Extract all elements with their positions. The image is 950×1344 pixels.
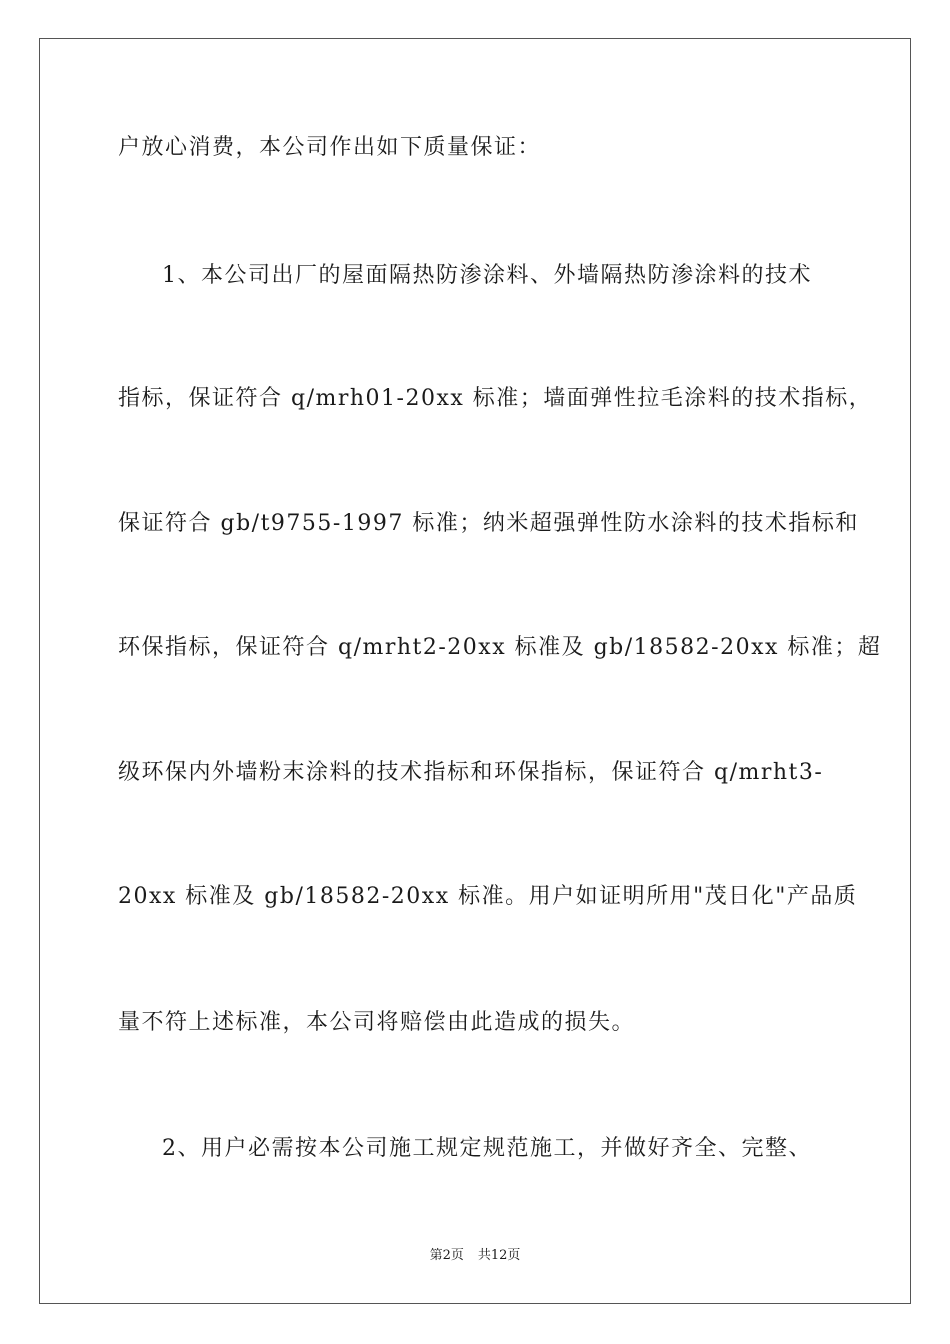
paragraph-line-7: 20xx 标准及 gb/18582-20xx 标准。用户如证明所用"茂日化"产品质	[118, 884, 858, 909]
page-footer	[0, 1247, 950, 1265]
paragraph-line-8: 量不符上述标准，本公司将赔偿由此造成的损失。	[118, 1010, 636, 1035]
paragraph-line-9: 2、用户必需按本公司施工规定规范施工，并做好齐全、完整、	[162, 1136, 812, 1161]
paragraph-line-2: 1、本公司出厂的屋面隔热防渗涂料、外墙隔热防渗涂料的技术	[162, 263, 812, 288]
paragraph-line-1: 户放心消费，本公司作出如下质量保证：	[118, 135, 542, 160]
paragraph-line-5: 环保指标，保证符合 q/mrht2-20xx 标准及 gb/18582-20xx 标准；超	[118, 635, 882, 660]
page-border	[39, 38, 911, 1304]
paragraph-line-6: 级环保内外墙粉末涂料的技术指标和环保指标，保证符合 q/mrht3-	[118, 760, 824, 785]
paragraph-line-3: 指标，保证符合 q/mrh01-20xx 标准；墙面弹性拉毛涂料的技术指标，	[118, 386, 873, 411]
paragraph-line-4: 保证符合 gb/t9755-1997 标准；纳米超强弹性防水涂料的技术指标和	[118, 511, 859, 536]
page-number: 第2页	[429, 1248, 464, 1263]
total-pages: 共12页	[477, 1248, 521, 1263]
